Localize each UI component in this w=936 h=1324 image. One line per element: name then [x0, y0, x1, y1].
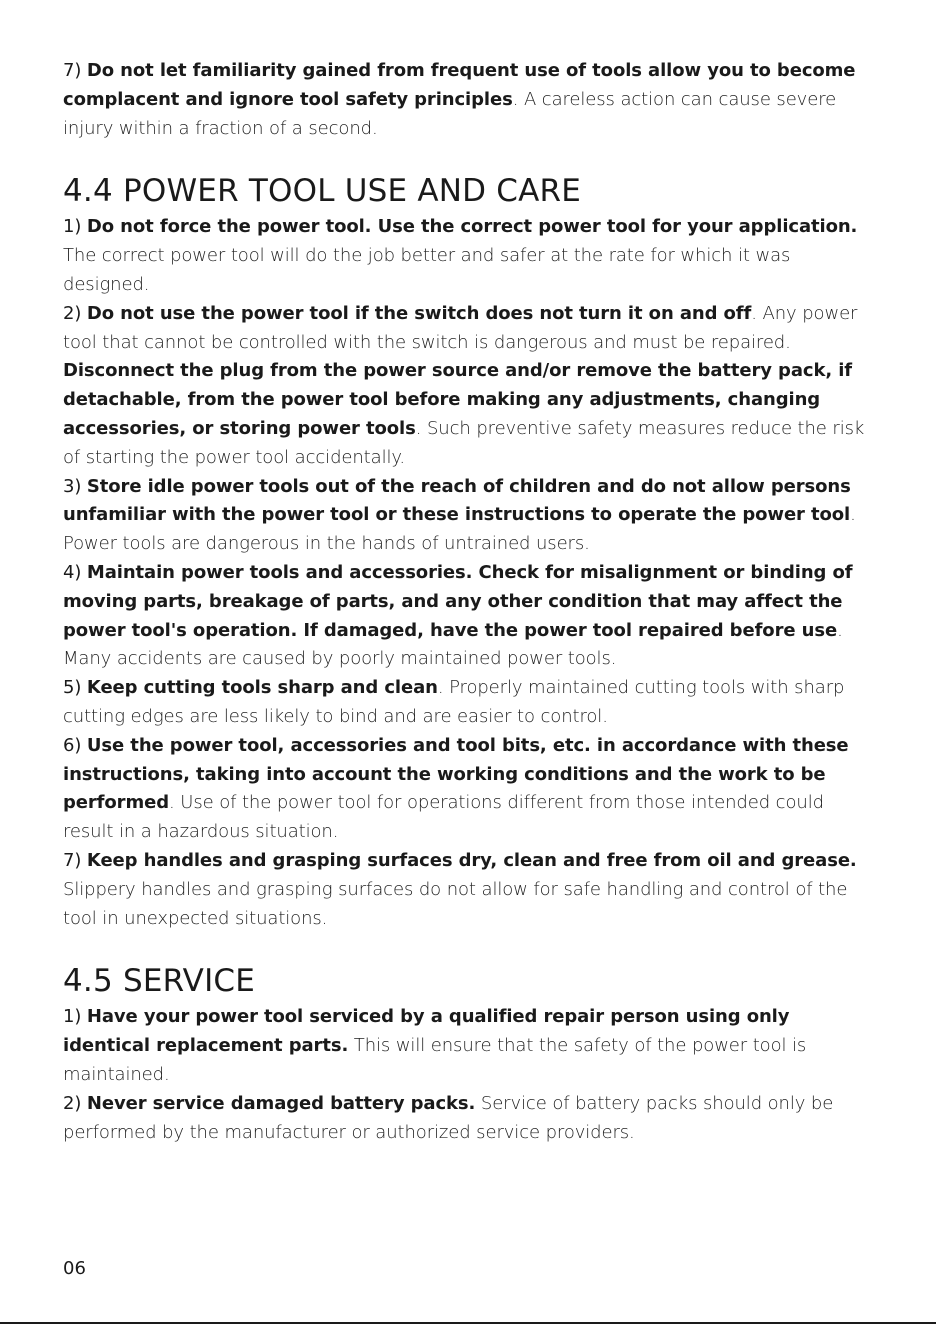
explanation-text: . A careless action can cause severe injury within a fraction of a second. — [63, 88, 837, 139]
explanation-text: Service of battery packs should only be performed by the manufacturer or authorized service providers. — [63, 1092, 834, 1143]
list-item — [63, 213, 875, 299]
bold-instruction: Do not let familiarity gained from frequent use of tools allow you to become complacent and ignore tool safety principles — [63, 60, 856, 110]
list-item — [63, 300, 875, 473]
explanation-text: . Properly maintained cutting tools with sharp cutting edges are less likely to bind and are easier to control. — [63, 677, 845, 727]
explanation-text: . Many accidents are caused by poorly maintained power tools. — [63, 619, 843, 670]
item-number: 4) — [63, 561, 82, 583]
item-number: 6) — [63, 734, 82, 756]
explanation-text: The correct power tool will do the job better and safer at the rate for which it was designed. — [63, 245, 791, 295]
explanation-text-secondary: . Such preventive safety measures reduce the risk of starting the power tool accidentally. — [63, 417, 865, 468]
item-number: 3) — [63, 475, 82, 497]
bold-instruction: Never service damaged battery packs. — [86, 1092, 476, 1114]
item-number: 7) — [63, 60, 82, 81]
item-number: 5) — [63, 677, 82, 699]
item-number: 7) — [63, 849, 82, 871]
item-number: 2) — [63, 1092, 82, 1114]
section-heading-power-tool-use: 4.4 POWER TOOL USE AND CARE — [63, 173, 582, 210]
page-number: 06 — [63, 1258, 86, 1279]
bold-instruction: Do not force the power tool. Use the correct power tool for your application. — [86, 216, 858, 238]
section-heading-service: 4.5 SERVICE — [63, 963, 256, 1000]
bold-instruction: Keep handles and grasping surfaces dry, clean and free from oil and grease. — [86, 849, 857, 871]
explanation-text: . Use of the power tool for operations different from those intended could result in a hazardous situation. — [63, 792, 824, 843]
bold-instruction: Keep cutting tools sharp and clean — [86, 677, 438, 699]
list-item — [63, 559, 875, 674]
bold-instruction: Maintain power tools and accessories. Check for misalignment or binding of moving parts, breakage of parts, and any other condition that may affect the power tool's operation. If damaged, have the power tool repaired before use — [63, 561, 853, 641]
list-item — [63, 1090, 875, 1148]
list-item — [63, 473, 875, 559]
list-item — [63, 732, 875, 847]
bold-instruction: Have your power tool serviced by a qualified repair person using only identical replacement parts. — [63, 1006, 790, 1057]
bold-instruction: Do not use the power tool if the switch does not turn it on and off — [86, 302, 752, 324]
explanation-text: This will ensure that the safety of the power tool is maintained. — [63, 1035, 807, 1085]
list-item — [63, 847, 875, 933]
bold-instruction: Use the power tool, accessories and tool bits, etc. in accordance with these instructions, taking into account the working conditions and the work to be performed — [63, 734, 849, 814]
list-item — [63, 1003, 875, 1089]
bold-instruction: Store idle power tools out of the reach of children and do not allow persons unfamiliar with the power tool or these instructions to operate the power tool — [63, 475, 851, 526]
intro-paragraph — [63, 57, 875, 143]
explanation-text: . Power tools are dangerous in the hands of untrained users. — [63, 504, 856, 555]
bold-instruction-secondary: Disconnect the plug from the power source and/or remove the battery pack, if detachable, from the power tool before making any adjustments, changing accessories, or storing power tools — [63, 360, 853, 439]
list-item — [63, 674, 875, 732]
explanation-text: Slippery handles and grasping surfaces do not allow for safe handling and control of the tool in unexpected situations. — [63, 878, 848, 929]
item-number: 1) — [63, 1006, 82, 1028]
page-content — [63, 57, 875, 1147]
item-number: 2) — [63, 302, 82, 324]
explanation-text: . Any power tool that cannot be controlled with the switch is dangerous and must be repaired. — [63, 302, 858, 353]
item-number: 1) — [63, 216, 82, 238]
